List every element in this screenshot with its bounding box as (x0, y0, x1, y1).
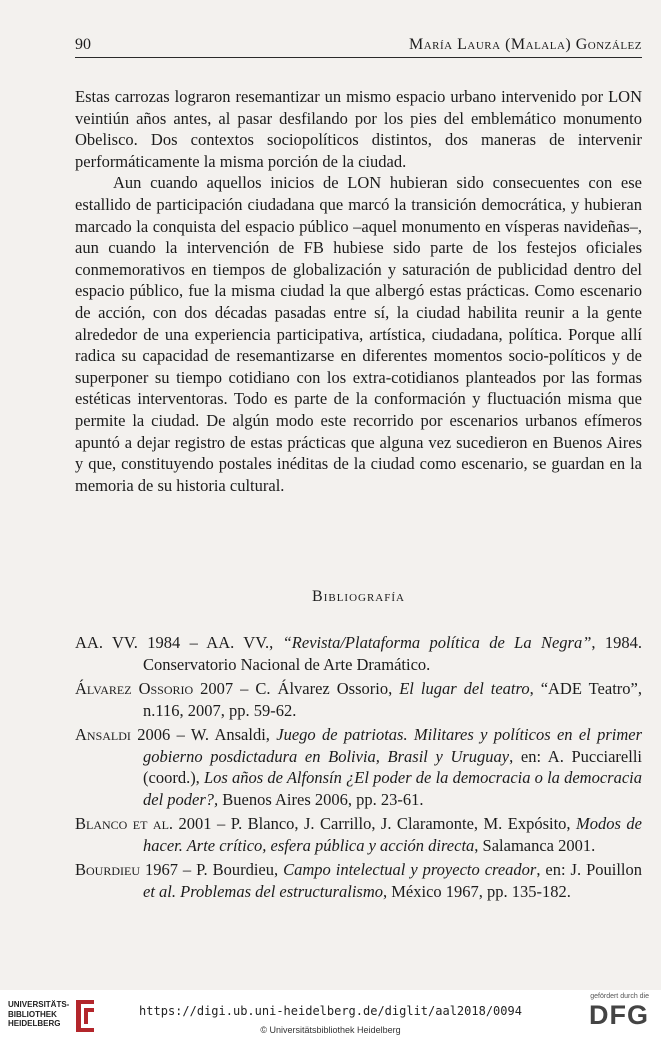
paragraph-2: Aun cuando aquellos inicios de LON hubieran sido consecuentes con ese estallido de participación ciudadana que marcó la transición democrática, y hubieran marcado la conquista del espacio público –aquel monumento en vísperas navideñas–, aun cuando la intervención de FB hubiese sido parte de los festejos oficiales conmemorativos en tiempos de globalización y saturación de publicidad dentro del espacio público, fue la misma ciudad la que albergó estas prácticas. Como escenario de acción, con dos décadas pasadas entre sí, la ciudad habilita reunir a la gente alrededor de una experiencia participativa, artística, ciudadana, política. Porque allí radica su capacidad de resemantizarse en diferentes momentos socio-políticos y de superponer su tiempo cotidiano con los extra-cotidianos planteados por las formas estéticas interventoras. Todo es parte de la conformación y fluctuación misma que permite la ciudad. De algún modo este recorrido por escenarios urbanos efímeros apuntó a dejar registro de estas prácticas que alguna vez sucedieron en Buenos Aires y que, constituyendo postales inéditas de la ciudad como escenario, se guardan en la memoria de su historia cultural. (75, 173, 642, 495)
bib-entry-bourdieu: Bourdieu 1967 – P. Bourdieu, Campo intelectual y proyecto creador, en: J. Pouillon et al. Problemas del estructuralismo, México 1967, pp. 135-182. (75, 860, 642, 901)
bib-title: El lugar del teatro (399, 679, 530, 698)
bib-entry-alvarez-ossorio: Álvarez Ossorio 2007 – C. Álvarez Ossorio, El lugar del teatro, “ADE Teatro”, n.116, 2007, pp. 59-62. (75, 679, 642, 720)
bib-title-2: et al. Problemas del estructuralismo (143, 881, 383, 901)
paragraph-1: Estas carrozas lograron resemantizar un mismo espacio urbano intervenido por LON veintiún años antes, al pasar desfilando por los pies del emblemático monumento Obelisco. Dos contextos sociopolíticos distintos, dos maneras de intervenir performáticamente la misma porción de la ciudad. (75, 87, 642, 171)
bib-key: AA. VV. (75, 633, 138, 652)
bib-title: Modos de hacer. Arte crítico, esfera pública y acción directa (143, 814, 642, 855)
bib-title: Juego de patriotas. Militares y políticos en el primer gobierno posdictadura en Bolivia, Brasil y Uruguay (143, 725, 642, 766)
bibliography-list (75, 632, 642, 905)
page-header (75, 33, 642, 58)
copyright-notice: © Universitätsbibliothek Heidelberg (260, 1025, 401, 1035)
bib-entry-ansaldi: Ansaldi 2006 – W. Ansaldi, Juego de patriotas. Militares y políticos en el primer gobierno posdictadura en Bolivia, Brasil y Uruguay, en: A. Pucciarelli (coord.), Los años de Alfonsín ¿El poder de la democracia o la democracia del poder?, Buenos Aires 2006, pp. 23-61. (75, 725, 643, 809)
digitization-footer (0, 990, 661, 1043)
bib-key: Blanco et al. (75, 814, 174, 833)
bib-key: Álvarez Ossorio (75, 679, 194, 698)
permalink-url[interactable]: https://digi.ub.uni-heidelberg.de/diglit/aal2018/0094 (139, 1004, 522, 1018)
funding-note: gefördert durch die (590, 993, 649, 1000)
dfg-wordmark: DFG (589, 1000, 649, 1030)
running-head: María Laura (Malala) González (409, 36, 642, 53)
bib-title: Campo intelectual y proyecto creador (283, 860, 537, 879)
page-number: 90 (75, 36, 91, 53)
bib-title: “Revista/Plataforma política de La Negra” (282, 633, 592, 652)
body-text (75, 86, 642, 496)
bib-key: Ansaldi (75, 725, 131, 744)
bib-key: Bourdieu (75, 860, 140, 879)
bib-title-2: Los años de Alfonsín ¿El poder de la democracia o la democracia del poder?, (143, 768, 642, 809)
dfg-logo[interactable] (577, 993, 649, 1037)
bib-entry-aavv: AA. VV. 1984 – AA. VV., “Revista/Plataforma política de La Negra”, 1984. Conservatorio Nacional de Arte Dramático. (75, 633, 642, 674)
library-name: UNIVERSITÄTS- BIBLIOTHEK HEIDELBERG (8, 1000, 70, 1028)
bibliography-heading: Bibliografía (312, 588, 405, 605)
bib-entry-blanco: Blanco et al. 2001 – P. Blanco, J. Carrillo, J. Claramonte, M. Expósito, Modos de hacer. Arte crítico, esfera pública y acción directa, Salamanca 2001. (75, 814, 642, 855)
